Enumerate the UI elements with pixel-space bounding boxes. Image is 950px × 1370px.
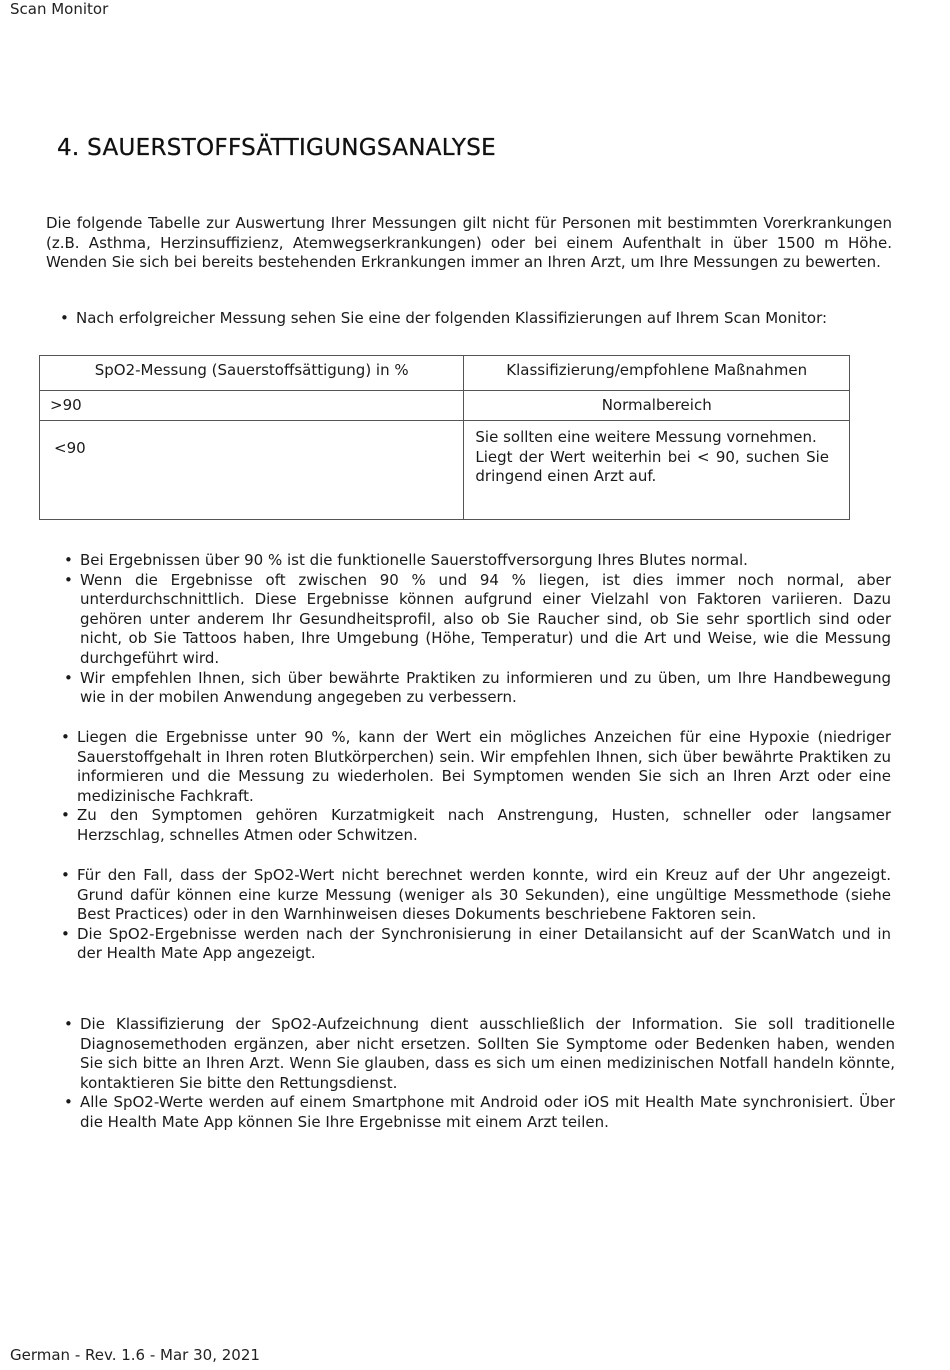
bullet-group-4 bbox=[64, 1015, 895, 1133]
table-cell-classification bbox=[464, 421, 850, 520]
table-cell-range: >90 bbox=[40, 391, 464, 421]
list-item: • Wir empfehlen Ihnen, sich über bewährte Praktiken zu informieren und zu üben, um Ihre Handbewegung wie in der mobilen Anwendung angegeben zu verbessern. bbox=[64, 668, 891, 707]
table-header-row bbox=[40, 356, 850, 391]
bullet-icon: • bbox=[61, 866, 70, 884]
bullet-icon: • bbox=[64, 668, 73, 687]
table-header-cell-measurement: SpO2-Messung (Sauerstoffsättigung) in % bbox=[40, 356, 464, 391]
table-row bbox=[40, 421, 850, 520]
list-item: • Zu den Symptomen gehören Kurzatmigkeit nach Anstrengung, Husten, schneller oder langsamer Herzschlag, schnelles Atmen oder Schwitzen. bbox=[61, 806, 891, 844]
table-row bbox=[40, 391, 850, 421]
advice-line-2: Liegt der Wert weiterhin bei < 90, suchen Sie dringend einen Arzt auf. bbox=[475, 447, 829, 486]
advice-line-1: Sie sollten eine weitere Messung vornehmen. bbox=[475, 428, 817, 446]
list-item: • Alle SpO2-Werte werden auf einem Smartphone mit Android oder iOS mit Health Mate synchronisiert. Über die Health Mate App können Sie Ihre Ergebnisse mit einem Arzt teilen. bbox=[64, 1093, 895, 1131]
bullet-group-2 bbox=[61, 728, 891, 846]
spo2-classification-table bbox=[39, 355, 850, 520]
intro-paragraph: Die folgende Tabelle zur Auswertung Ihrer Messungen gilt nicht für Personen mit bestimmten Vorerkrankungen (z.B. Asthma, Herzinsuffizienz, Atemwegserkrankungen) oder bei einem Aufenthalt in über 1500 m Höhe. Wenden Sie sich bei bereits bestehenden Erkrankungen immer an Ihren Arzt, um Ihre Messungen zu bewerten. bbox=[46, 214, 892, 272]
bullet-icon: • bbox=[64, 1015, 73, 1033]
list-item: • Wenn die Ergebnisse oft zwischen 90 % und 94 % liegen, ist dies immer noch normal, aber unterdurchschnittlich. Diese Ergebnisse können aufgrund einer Vielzahl von Faktoren variieren. Dazu gehören unter anderem Ihr Gesundheitsprofil, also ob Sie Raucher sind, ob Sie sehr sportlich sind oder nicht, ob Sie Tattoos haben, Ihre Umgebung (Höhe, Temperatur) und die Art und Weise, wie die Messung durchgeführt wird. bbox=[64, 570, 891, 667]
section-title: 4. SAUERSTOFFSÄTTIGUNGSANALYSE bbox=[57, 135, 496, 161]
bullet-group-3 bbox=[61, 866, 891, 964]
list-item: • Liegen die Ergebnisse unter 90 %, kann der Wert ein mögliches Anzeichen für eine Hypoxie (niedriger Sauerstoffgehalt in Ihren roten Blutkörperchen) sein. Wir empfehlen Ihnen, sich über bewährte Praktiken zu informieren und die Messung zu wiederholen. Bei Symptomen wenden Sie sich an Ihren Arzt oder eine medizinische Fachkraft. bbox=[61, 728, 891, 805]
list-item: • Die Klassifizierung der SpO2-Aufzeichnung dient ausschließlich der Information. Sie soll traditionelle Diagnosemethoden ergänzen, aber nicht ersetzen. Sollten Sie Symptome oder Bedenken haben, wenden Sie sich bitte an Ihren Arzt. Wenn Sie glauben, dass es sich um einen medizinischen Notfall handeln könnte, kontaktieren Sie bitte den Rettungsdienst. bbox=[64, 1015, 895, 1092]
bullet-icon: • bbox=[61, 924, 70, 943]
bullet-icon: • bbox=[60, 309, 69, 327]
bullet-icon: • bbox=[61, 806, 70, 825]
lead-bullet-text: Nach erfolgreicher Messung sehen Sie eine der folgenden Klassifizierungen auf Ihrem Scan Monitor: bbox=[76, 309, 828, 327]
bullet-icon: • bbox=[64, 570, 73, 589]
list-item: • Für den Fall, dass der SpO2-Wert nicht berechnet werden konnte, wird ein Kreuz auf der Uhr angezeigt. Grund dafür können eine kurze Messung (weniger als 30 Sekunden), eine ungültige Messmethode (siehe Best Practices) oder in den Warnhinweisen dieses Dokuments beschriebene Faktoren sein. bbox=[61, 866, 891, 924]
bullet-icon: • bbox=[61, 728, 70, 746]
bullet-group-1 bbox=[64, 551, 891, 708]
bullet-icon: • bbox=[64, 551, 73, 569]
bullet-icon: • bbox=[64, 1093, 73, 1112]
list-item: • Die SpO2-Ergebnisse werden nach der Synchronisierung in einer Detailansicht auf der ScanWatch und in der Health Mate App angezeigt. bbox=[61, 924, 891, 963]
table-cell-classification: Normalbereich bbox=[464, 391, 850, 421]
lead-bullet bbox=[60, 309, 896, 329]
running-header: Scan Monitor bbox=[10, 0, 109, 18]
page-footer: German - Rev. 1.6 - Mar 30, 2021 bbox=[10, 1346, 260, 1364]
table-header-cell-classification: Klassifizierung/empfohlene Maßnahmen bbox=[464, 356, 850, 391]
table-cell-range: <90 bbox=[40, 421, 464, 520]
list-item: • Bei Ergebnissen über 90 % ist die funktionelle Sauerstoffversorgung Ihres Blutes normal. bbox=[64, 551, 748, 569]
